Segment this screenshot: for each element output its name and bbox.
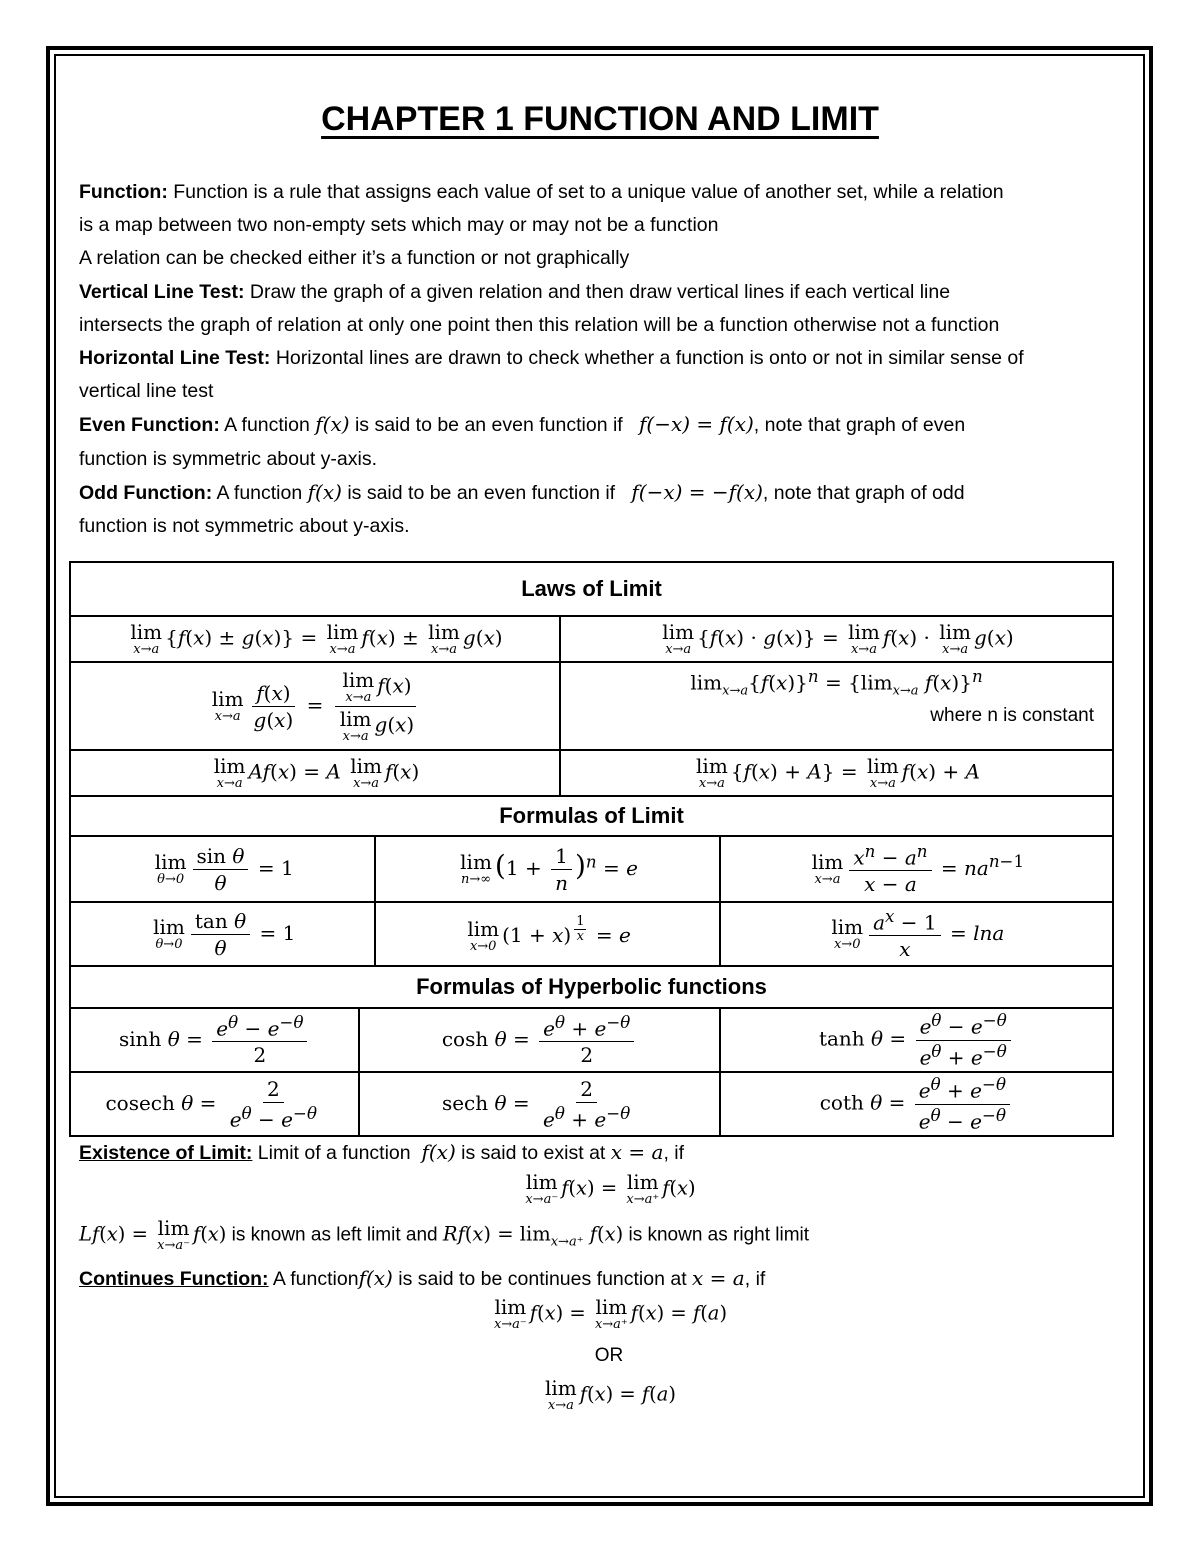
chapter-title: CHAPTER 1 FUNCTION AND LIMIT: [321, 100, 879, 138]
even-fx: f(x): [315, 412, 350, 437]
even-text-mid: is said to be an even function if: [349, 414, 629, 437]
vlt-label: Vertical Line Test:: [79, 280, 245, 303]
function-label: Function:: [79, 181, 168, 203]
even-label: Even Function:: [79, 414, 220, 437]
formula-cosh: cosh θ = $\frac{e^\theta + e^{-\theta}}{2}$: [359, 1008, 719, 1072]
vlt-text: Draw the graph of a given relation and then draw vertical lines if each vertical line: [244, 280, 951, 303]
formula-sin-limit: lim θ→0 $\frac{\text{sin θ}}{\theta}$ = 1: [70, 836, 375, 902]
hlt-text: Horizontal lines are drawn to check whether a function is onto or not in similar sense of: [270, 347, 1024, 370]
law-power: $\lim_{x\to a}\{f(x)\}^n = \{\lim_{x\to a}$ f(x)}$^n$ where n is constant: [560, 662, 1113, 750]
function-text: Function is a rule that assigns each value of set to a unique value of another set, while a relation: [167, 181, 1004, 203]
formula-sech: sech θ = $\frac{2}{e^\theta + e^{-\theta}}$: [359, 1072, 719, 1136]
law-constant-sum: lim x→a {f(x) + A} = lim x→a f(x) + A: [560, 750, 1113, 796]
formulas-heading: Formulas of Limit: [70, 796, 1113, 836]
existence-formula: lim x→a⁻ f(x) = lim x→a⁺ f(x): [525, 1170, 696, 1207]
existence-fx: f(x): [421, 1140, 456, 1164]
continuous-formula-2: lim x→a f(x) = f(a): [544, 1376, 676, 1413]
left-right-limits: Lf(x) = lim x→a⁻ f(x) is known as left limit and $Rf(x) = \lim_{x\to a^+} f(x)$ is known as right limit: [79, 1216, 810, 1253]
existence-section: [79, 1139, 1139, 1166]
existence-text-3: , if: [663, 1142, 685, 1164]
limits-table: [69, 561, 1114, 1137]
continuous-formula: lim x→a⁻ f(x) = lim x→a⁺ f(x) = f(a): [493, 1295, 728, 1332]
hyperbolic-heading: Formulas of Hyperbolic functions: [70, 966, 1113, 1008]
formula-power-limit: lim x→a $\frac{x^n - a^n}{x - a}$ = $na^{n-1}$: [720, 836, 1113, 902]
continuous-fx: f(x): [358, 1266, 393, 1290]
formula-cosech: cosech θ = $\frac{2}{e^\theta - e^{-\theta}}$: [70, 1072, 359, 1136]
formula-e-limit-2: lim x→0 (1 + x) $^{\frac{1}{x}}$ = e: [375, 902, 719, 966]
function-text-2: is a map between two non-empty sets which may or may not be a function: [79, 214, 719, 237]
even-text-2: function is symmetric about y-axis.: [79, 447, 378, 470]
continuous-section: [79, 1265, 1139, 1292]
laws-heading: Laws of Limit: [70, 562, 1113, 616]
formula-tan-limit: lim θ→0 $\frac{\text{tan θ}}{\theta}$ = 1: [70, 902, 375, 966]
even-text: A function: [219, 414, 316, 437]
odd-condition: f(−x) = −f(x): [631, 479, 763, 504]
power-law-note: where n is constant: [930, 704, 1094, 726]
even-text-post: , note that graph of even: [753, 414, 966, 437]
right-limit-text: is known as right limit: [623, 1224, 810, 1246]
odd-fx: f(x): [307, 479, 342, 504]
continuous-point: x = a: [692, 1266, 745, 1290]
existence-text: Limit of a function: [252, 1142, 417, 1164]
continuous-text-3: , if: [744, 1268, 766, 1290]
formula-e-limit: lim n→∞ (1 + $\frac{1}{n}$ )$^n$ = e: [375, 836, 719, 902]
odd-text: A function: [212, 481, 308, 504]
or-text: OR: [594, 1345, 624, 1366]
hlt-text-2: vertical line test: [79, 380, 214, 403]
continuous-text: A function: [268, 1268, 359, 1290]
law-quotient: lim x→a $\frac{f(x)}{g(x)}$ = lim x→a f(x) lim x→a g(x): [70, 662, 560, 750]
continuous-text-2: is said to be continues function at: [392, 1268, 693, 1290]
relation-check-text: A relation can be checked either it’s a function or not graphically: [79, 247, 630, 270]
formula-coth: coth θ = $\frac{e^\theta + e^{-\theta}}{e^\theta - e^{-\theta}}$: [720, 1072, 1113, 1136]
formula-tanh: tanh θ = $\frac{e^\theta - e^{-\theta}}{e^\theta + e^{-\theta}}$: [720, 1008, 1113, 1072]
law-product: lim x→a {f(x) · g(x)} = lim x→a f(x) · lim x→a g(x): [560, 616, 1113, 662]
law-constant-multiple: lim x→a Af(x) = A lim x→a f(x): [70, 750, 560, 796]
odd-text-post: , note that graph of odd: [762, 481, 965, 504]
existence-point: x = a: [610, 1140, 664, 1164]
law-sum: lim x→a {f(x) ± g(x)} = lim x→a f(x) ± lim x→a g(x): [70, 616, 560, 662]
existence-label: Existence of Limit:: [79, 1142, 253, 1164]
vlt-text-2: intersects the graph of relation at only one point then this relation will be a function otherwise not a function: [79, 313, 1000, 336]
left-limit-text: is known as left limit and: [226, 1224, 443, 1246]
continuous-label: Continues Function:: [79, 1268, 269, 1290]
odd-label: Odd Function:: [79, 481, 213, 504]
formula-exp-limit: lim x→0 $\frac{a^x - 1}{x}$ = lna: [720, 902, 1113, 966]
formula-sinh: sinh θ = $\frac{e^\theta - e^{-\theta}}{2}$: [70, 1008, 359, 1072]
hlt-label: Horizontal Line Test:: [79, 347, 271, 370]
intro-section: [79, 176, 1139, 543]
odd-text-2: function is not symmetric about y-axis.: [79, 515, 410, 538]
existence-text-2: is said to exist at: [455, 1142, 611, 1164]
even-condition: f(−x) = f(x): [638, 412, 754, 437]
odd-text-mid: is said to be an even function if: [341, 481, 621, 504]
